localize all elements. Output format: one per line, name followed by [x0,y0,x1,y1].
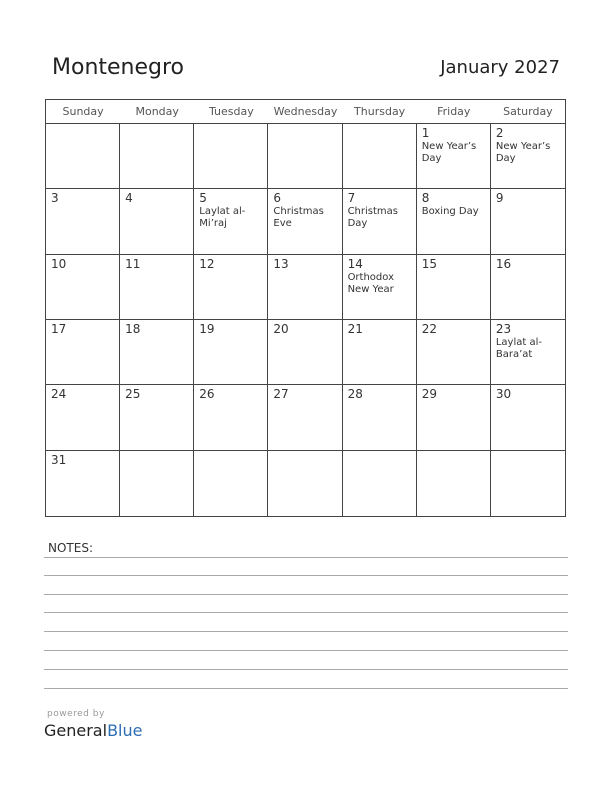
day-number: 14 [347,256,363,271]
day-number: 15 [421,256,437,271]
day-cell [268,385,342,450]
day-cell [120,124,194,189]
day-cell [417,385,491,450]
day-cell [417,255,491,320]
weekday-header: Monday [120,100,194,124]
day-cell [417,451,491,516]
powered-by-text: powered by [47,709,105,719]
notes-line [44,631,568,632]
day-cell [194,255,268,320]
day-number: 22 [421,322,437,336]
day-number: 21 [347,322,363,336]
day-number: 9 [495,191,504,206]
day-cell [268,255,342,320]
month-year-title: January 2027 [440,57,560,78]
weekday-header: Saturday [491,100,565,124]
holiday-label: Laylat al-Bara’at [495,337,542,360]
day-cell [491,124,565,189]
day-cell [46,451,120,516]
notes-line [44,669,568,670]
day-number: 10 [51,256,67,271]
day-cell [268,320,342,385]
weekday-header: Tuesday [194,100,268,124]
holiday-label: Christmas Eve [273,206,324,230]
day-number: 7 [347,191,356,206]
day-cell [194,124,268,189]
day-number: 3 [51,191,59,206]
day-cell [343,255,417,320]
notes-line [44,557,568,558]
weekday-header: Wednesday [268,100,342,124]
day-number: 4 [125,191,133,206]
day-number: 18 [125,322,141,336]
country-title: Montenegro [52,55,185,80]
day-cell [194,385,268,450]
day-cell [268,451,342,516]
day-cell [120,255,194,320]
day-cell [343,451,417,516]
holiday-label: Boxing Day [421,206,479,218]
day-cell [417,124,491,189]
day-cell [194,189,268,254]
day-cell [46,255,120,320]
day-cell [120,320,194,385]
weekday-header: Thursday [343,100,417,124]
day-cell [194,451,268,516]
day-cell [268,189,342,254]
calendar-grid [45,99,566,517]
day-cell [491,385,565,450]
day-cell [46,320,120,385]
weekday-header: Sunday [46,100,120,124]
day-cell [491,451,565,516]
holiday-label: Orthodox New Year [347,271,394,295]
day-cell [343,385,417,450]
day-cell [491,320,565,385]
day-number: 30 [495,387,512,402]
holiday-label: New Year’s Day [421,141,477,164]
brand-general: General [44,721,108,740]
day-cell [417,320,491,385]
day-cell [120,385,194,450]
brand-blue: Blue [107,721,143,740]
notes-label: NOTES: [48,541,93,555]
weekday-header: Friday [417,100,491,124]
day-cell [343,189,417,254]
day-number: 8 [421,191,430,206]
notes-line [44,688,568,689]
day-number: 29 [421,387,437,402]
day-cell [46,124,120,189]
day-number: 17 [51,322,67,336]
day-number: 19 [199,322,215,336]
day-number: 28 [347,387,363,402]
day-cell [120,189,194,254]
notes-line [44,594,568,595]
day-cell [194,320,268,385]
day-cell [491,255,565,320]
holiday-label: Laylat al-Mi’raj [199,206,246,230]
day-number: 11 [125,256,141,271]
notes-line [44,575,568,576]
day-number: 5 [199,191,207,206]
day-cell [120,451,194,516]
day-number: 12 [199,256,215,271]
day-number: 6 [273,191,282,206]
day-cell [268,124,342,189]
day-cell [343,124,417,189]
day-cell [46,385,120,450]
day-cell [417,189,491,254]
day-cell [46,189,120,254]
holiday-label: Christmas Day [347,206,398,230]
day-number: 26 [199,387,215,402]
notes-line [44,650,568,651]
day-cell [343,320,417,385]
day-number: 1 [421,126,430,140]
day-number: 2 [495,126,504,140]
day-number: 31 [51,452,67,467]
day-number: 27 [273,387,289,402]
holiday-label: New Year’s Day [495,141,551,164]
day-number: 23 [495,322,512,336]
day-number: 25 [125,387,141,402]
brand-logo [44,721,142,740]
day-number: 24 [51,387,67,402]
day-number: 16 [495,256,512,271]
day-number: 20 [273,322,289,336]
day-number: 13 [273,256,289,271]
notes-line [44,612,568,613]
day-cell [491,189,565,254]
